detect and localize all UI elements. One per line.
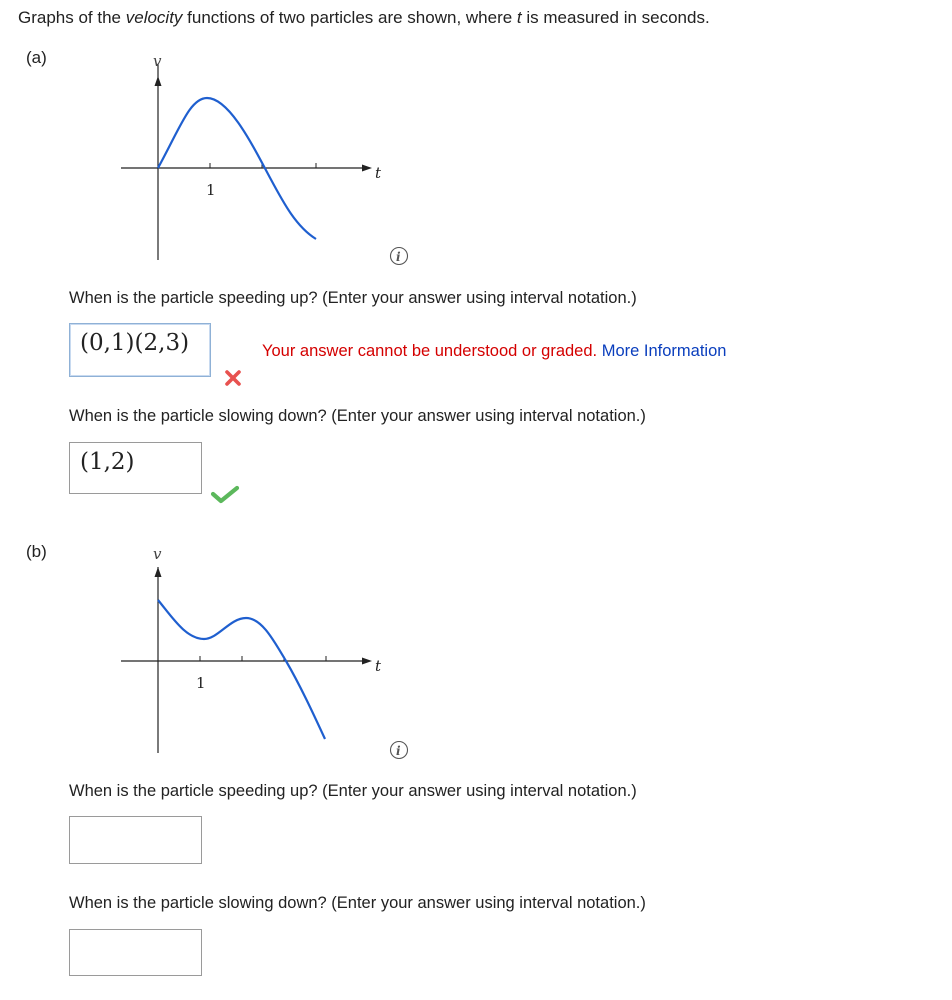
correct-check-icon (210, 484, 240, 504)
graph-a-t-label: t (375, 164, 382, 182)
svg-text:i: i (396, 250, 401, 264)
part-b-q2-text: When is the particle slowing down? (Enter your answer using interval notation.) (69, 894, 646, 912)
svg-text:i: i (396, 744, 401, 758)
part-b-label: (b) (26, 542, 47, 561)
part-a-q1-text: When is the particle speeding up? (Enter your answer using interval notation.) (69, 289, 637, 307)
problem-intro (18, 8, 710, 28)
graph-b (110, 545, 390, 755)
part-b-q1-answer-input[interactable] (69, 816, 202, 864)
graph-b-info-icon[interactable] (389, 740, 409, 760)
intro-text-suffix: is measured in seconds. (521, 8, 710, 27)
more-information-link[interactable]: More Information (601, 342, 727, 360)
part-a-q2-text: When is the particle slowing down? (Enter your answer using interval notation.) (69, 407, 646, 425)
graph-b-v-arrow (155, 567, 162, 577)
intro-text-middle: functions of two particles are shown, where (182, 8, 517, 27)
graph-a-tick-label-1: 1 (206, 181, 216, 199)
part-a-q1-answer-input[interactable]: (0,1)(2,3) (69, 323, 211, 377)
intro-velocity: velocity (125, 8, 183, 27)
incorrect-x-icon (223, 368, 243, 388)
part-a-label: (a) (26, 48, 47, 67)
graph-b-tick-label-1: 1 (196, 674, 206, 692)
part-b-q2-answer-input[interactable] (69, 929, 202, 976)
graph-b-velocity-curve (158, 600, 325, 739)
intro-text-prefix: Graphs of the (18, 8, 126, 27)
graph-a-t-arrow (362, 165, 372, 172)
graph-b-t-arrow (362, 658, 372, 665)
graph-a-info-icon[interactable] (389, 246, 409, 266)
graph-a-v-label: v (153, 52, 162, 70)
part-a-q1-error (262, 342, 726, 361)
graph-a (110, 50, 390, 260)
part-a-q2-answer-input[interactable]: (1,2) (69, 442, 202, 494)
graph-b-t-label: t (375, 657, 382, 675)
graph-b-v-label: v (153, 545, 162, 563)
graph-a-v-arrow (155, 76, 162, 86)
intro-var-t: t (516, 8, 522, 27)
part-b-q1-text: When is the particle speeding up? (Enter your answer using interval notation.) (69, 782, 637, 800)
error-message: Your answer cannot be understood or graded. (262, 342, 598, 360)
